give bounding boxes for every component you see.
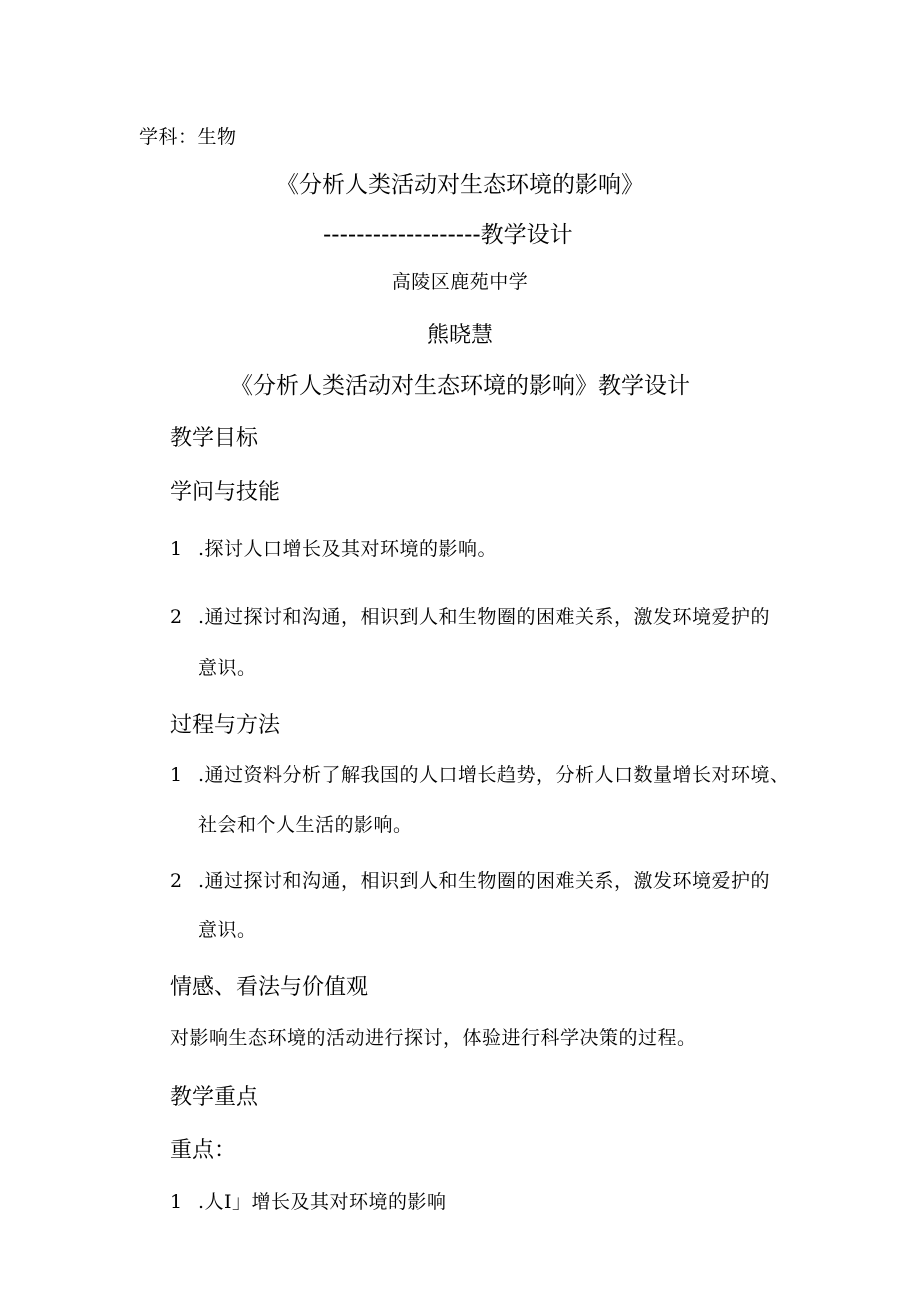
list-item-text: .通过探讨和沟通，相识到人和生物圈的困难关系，激发环境爱护的: [198, 870, 771, 892]
list-item-continuation: 意识。: [198, 657, 257, 679]
subsection-heading-values: 情感、看法与价值观: [170, 975, 369, 1000]
section-heading-objectives: 教学目标: [170, 426, 259, 451]
list-item: [170, 608, 770, 627]
subject-line: 学科：生物: [139, 126, 237, 148]
list-item-number: 1: [170, 538, 183, 560]
list-item: [170, 766, 790, 785]
document-title-repeat: 《分析人类活动对生态环境的影响》教学设计: [230, 373, 690, 399]
list-item-number: 2: [170, 606, 183, 628]
list-item-number: 1: [170, 764, 183, 786]
list-item: [170, 540, 497, 559]
list-item: [170, 1193, 447, 1212]
list-item-continuation: 社会和个人生活的影响。: [198, 814, 413, 836]
list-item: [170, 872, 770, 891]
document-title: 《分析人类活动对生态环境的影响》: [276, 172, 644, 198]
list-item-text: .通过探讨和沟通，相识到人和生物圈的困难关系，激发环境爱护的: [198, 606, 771, 628]
school-name: 高陵区鹿苑中学: [391, 271, 529, 293]
section-heading-key-points: 教学重点: [170, 1085, 259, 1110]
list-item-text: .通过资料分析了解我国的人口增长趋势，分析人口数量增长对环境、: [198, 764, 790, 786]
subsection-heading-process: 过程与方法: [170, 713, 281, 738]
document-subtitle: -------------------教学设计: [323, 222, 573, 248]
subsection-heading-knowledge: 学问与技能: [170, 480, 281, 505]
author-name: 熊晓慧: [426, 323, 493, 348]
list-item-continuation: 意识。: [198, 919, 257, 941]
values-paragraph: 对影响生态环境的活动进行探讨，体验进行科学决策的过程。: [170, 1027, 697, 1049]
list-item-text: .人I」增长及其对环境的影响: [198, 1191, 447, 1213]
subsection-heading-key-point: 重点：: [170, 1138, 237, 1163]
list-item-text: .探讨人口增长及其对环境的影响。: [198, 538, 498, 560]
list-item-number: 1: [170, 1191, 183, 1213]
list-item-number: 2: [170, 870, 183, 892]
